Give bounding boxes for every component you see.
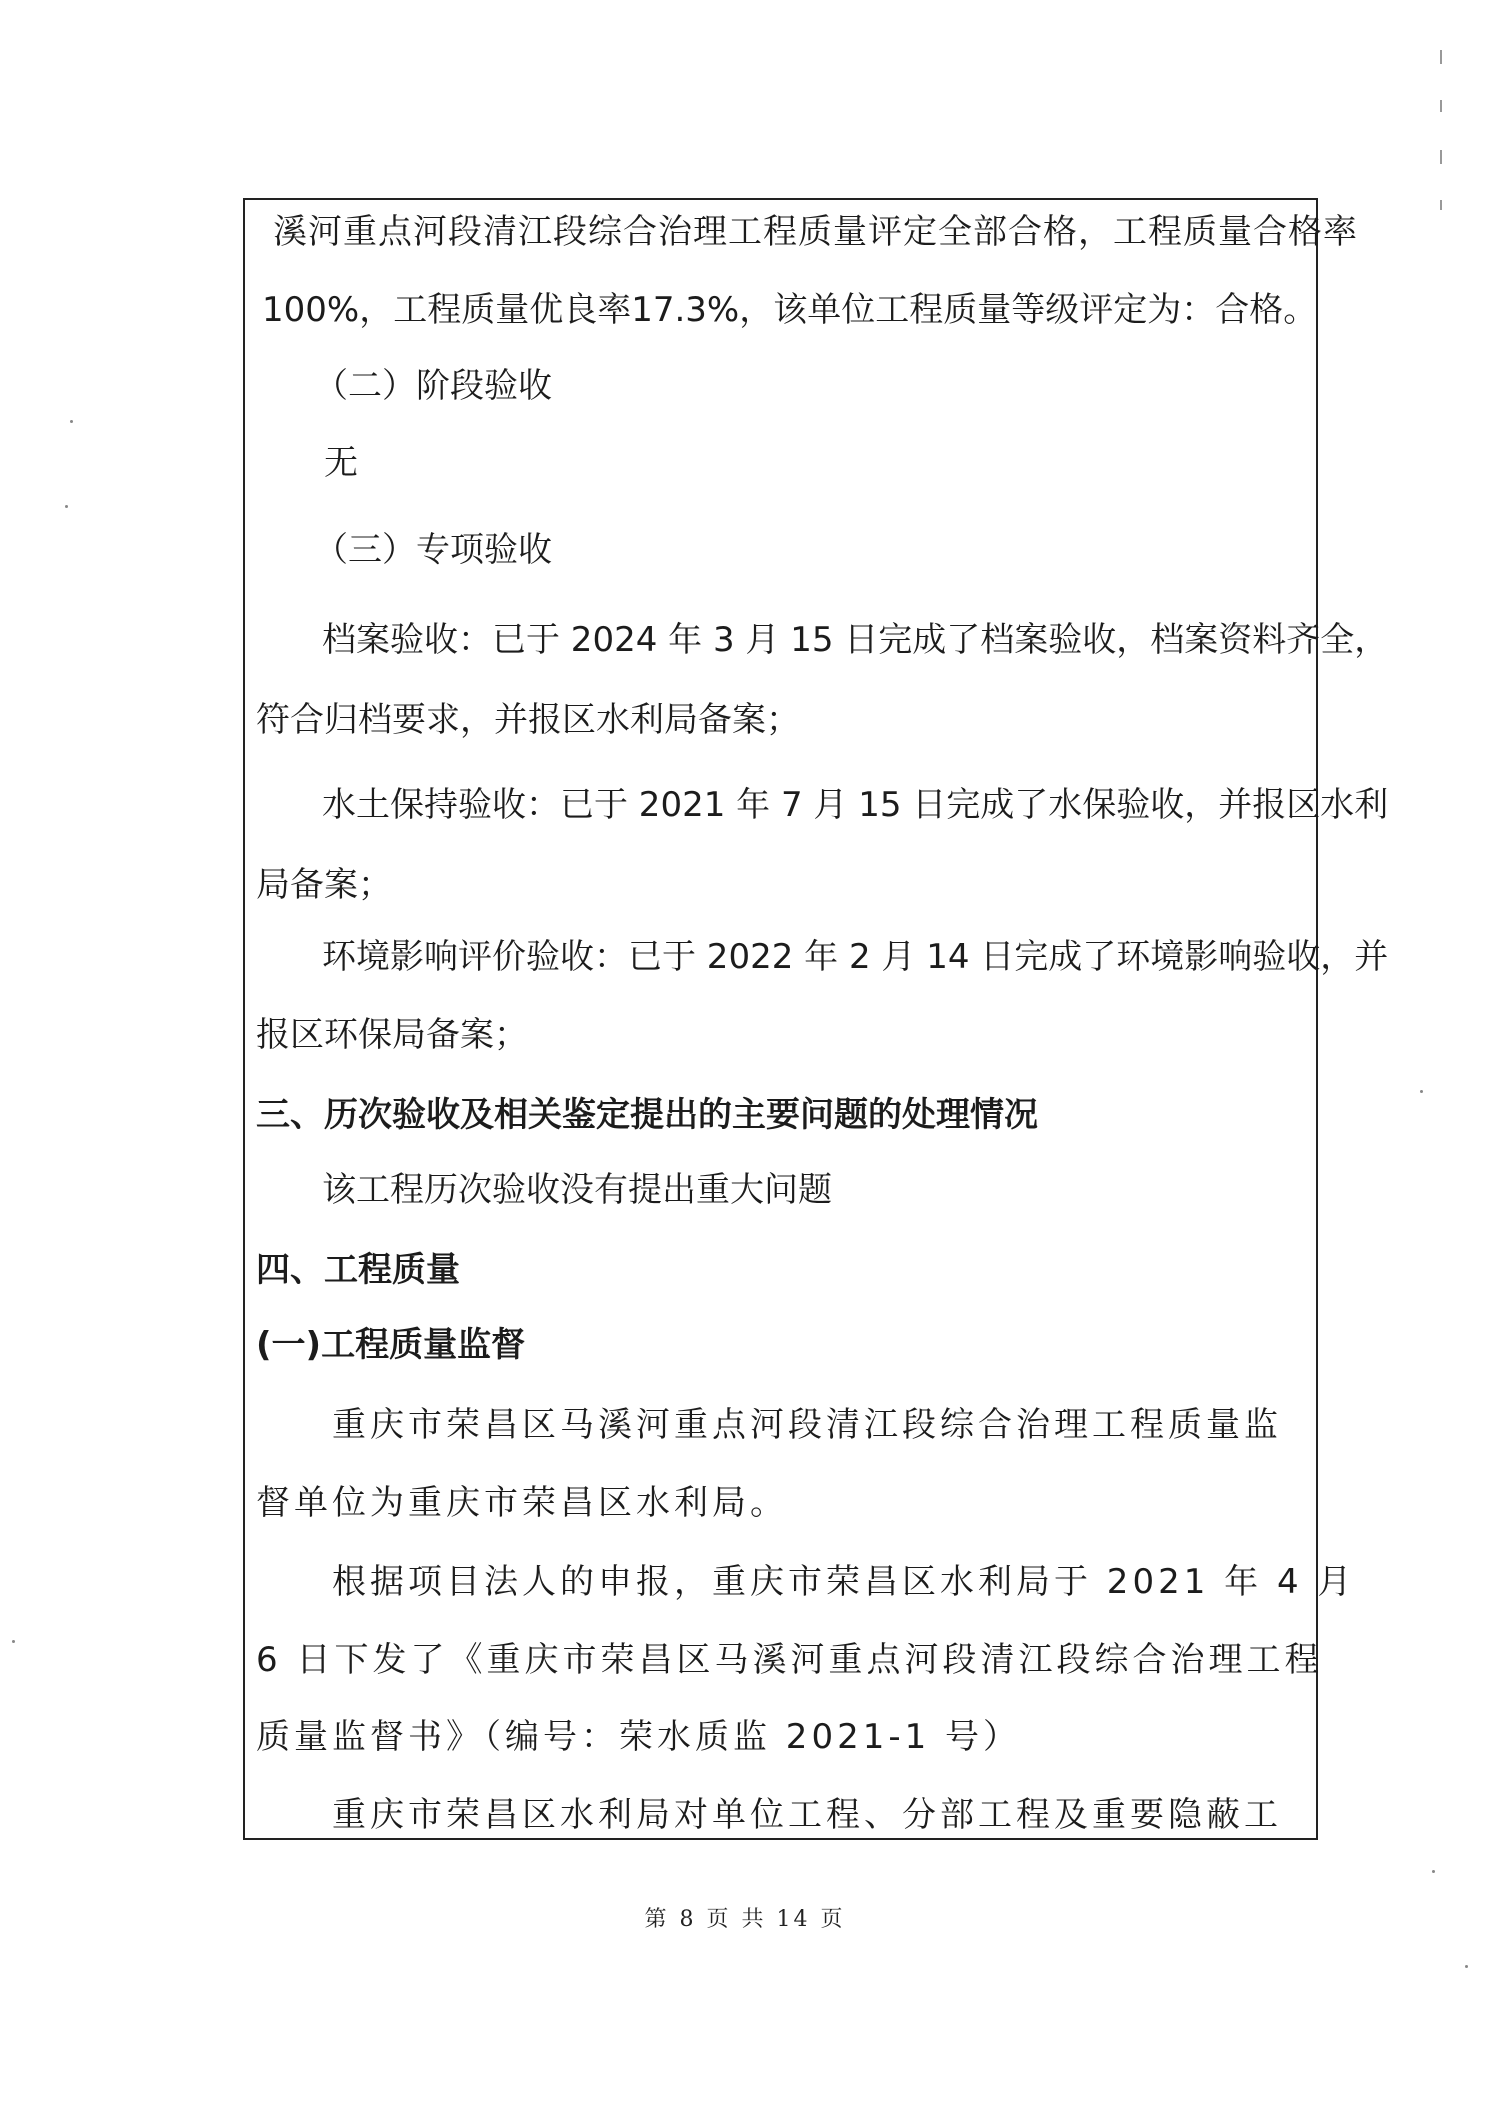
- body-line: 100%，工程质量优良率17.3%，该单位工程质量等级评定为：合格。: [262, 290, 1318, 330]
- scan-speck: [12, 1640, 15, 1643]
- body-line: 报区环保局备案；: [256, 1015, 528, 1055]
- body-line: 溪河重点河段清江段综合治理工程质量评定全部合格，工程质量合格率: [273, 212, 1358, 252]
- section-heading: 三、历次验收及相关鉴定提出的主要问题的处理情况: [256, 1095, 1038, 1135]
- body-line: 环境影响评价验收：已于 2022 年 2 月 14 日完成了环境影响验收，并: [322, 937, 1389, 977]
- subsection-heading: (一)工程质量监督: [256, 1325, 526, 1365]
- body-line: 无: [324, 443, 358, 483]
- body-line: 重庆市荣昌区水利局对单位工程、分部工程及重要隐蔽工: [332, 1795, 1282, 1835]
- subsection-heading: （二）阶段验收: [314, 366, 552, 406]
- body-line: 督单位为重庆市荣昌区水利局。: [256, 1483, 788, 1523]
- section-heading: 四、工程质量: [256, 1250, 460, 1290]
- page-number: 第 8 页 共 14 页: [644, 1907, 846, 1932]
- body-line: 质量监督书》（编号：荣水质监 2021-1 号）: [256, 1717, 1022, 1757]
- subsection-heading: （三）专项验收: [314, 530, 552, 570]
- scan-speck: [1432, 1870, 1435, 1873]
- body-line: 局备案；: [256, 865, 392, 905]
- body-line: 档案验收：已于 2024 年 3 月 15 日完成了档案验收，档案资料齐全，: [322, 620, 1389, 660]
- body-line: 水土保持验收：已于 2021 年 7 月 15 日完成了水保验收，并报区水利: [322, 785, 1389, 825]
- scan-speck: [65, 505, 68, 508]
- body-line: 该工程历次验收没有提出重大问题: [322, 1170, 832, 1210]
- scan-mark: [1440, 150, 1442, 164]
- body-line: 根据项目法人的申报，重庆市荣昌区水利局于 2021 年 4 月: [332, 1562, 1356, 1602]
- scan-speck: [70, 420, 73, 423]
- scan-mark: [1440, 100, 1442, 112]
- body-line: 重庆市荣昌区马溪河重点河段清江段综合治理工程质量监: [332, 1405, 1282, 1445]
- scan-speck: [1465, 1965, 1468, 1968]
- scan-speck: [1420, 1090, 1423, 1093]
- scan-mark: [1440, 200, 1442, 210]
- body-line: 符合归档要求，并报区水利局备案；: [256, 700, 800, 740]
- body-line: 6 日下发了《重庆市荣昌区马溪河重点河段清江段综合治理工程: [256, 1640, 1323, 1680]
- scan-mark: [1440, 50, 1442, 64]
